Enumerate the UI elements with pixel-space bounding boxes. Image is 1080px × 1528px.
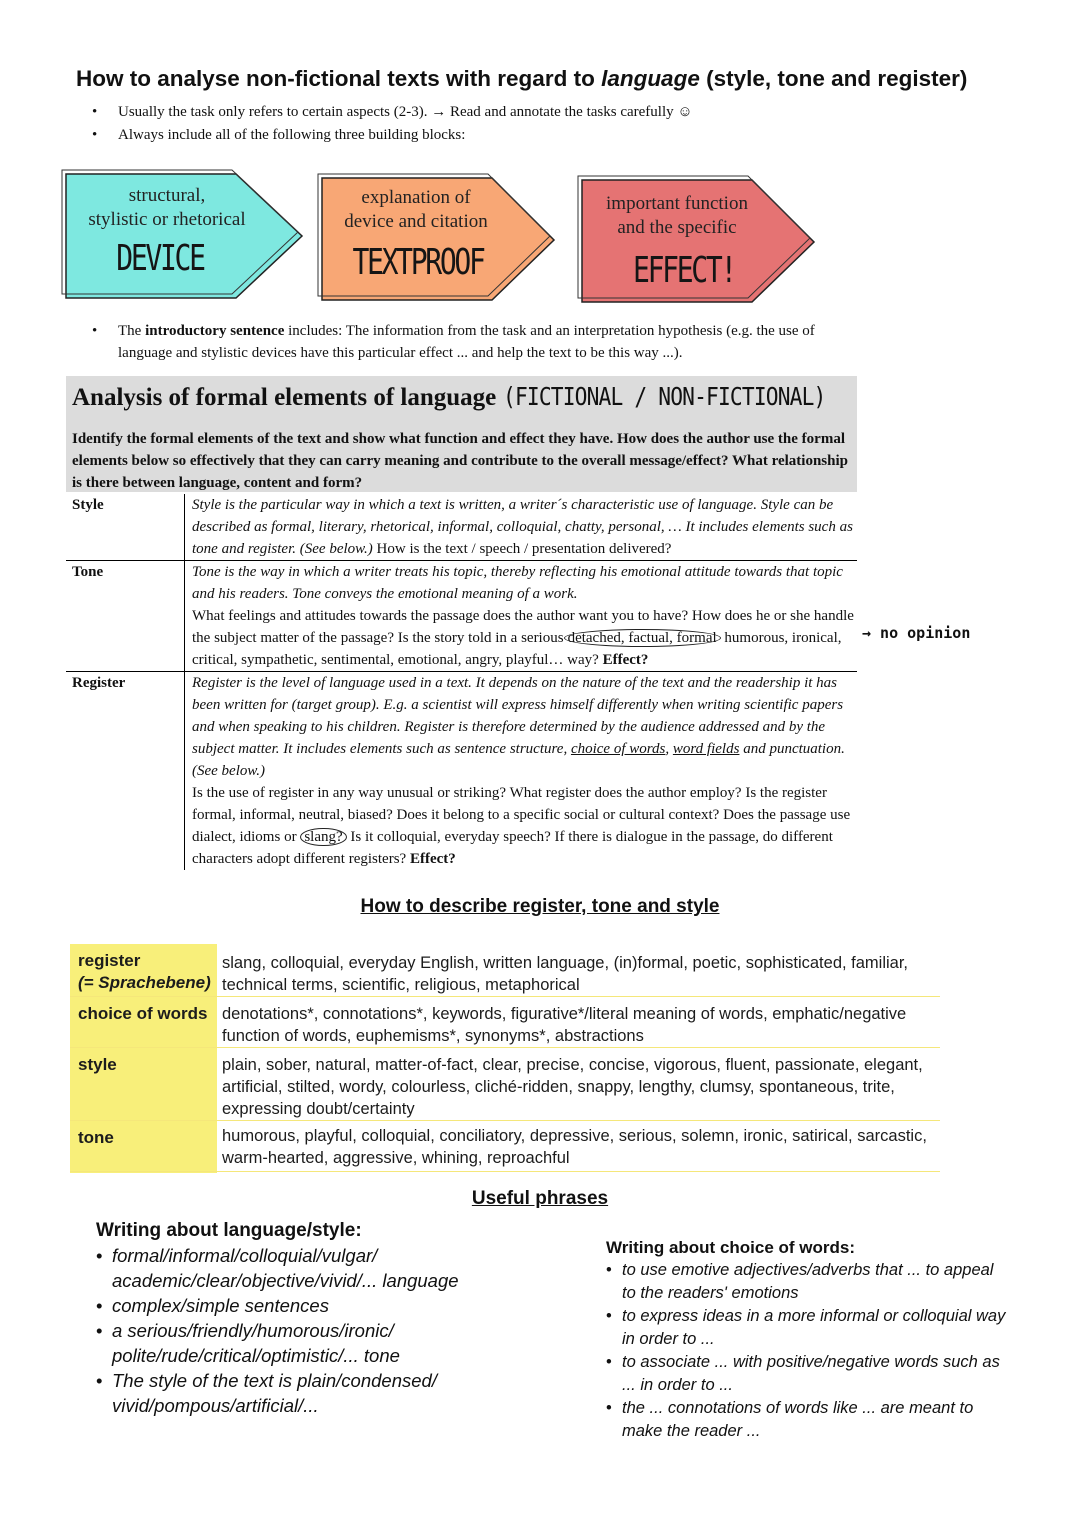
term-style: Style (72, 497, 104, 513)
list-item: • to express ideas in a more informal or colloquial way in order to ... (606, 1305, 1006, 1351)
list-item: • formal/informal/colloquial/vulgar/ academic/clear/objective/vivid/... language (96, 1243, 526, 1293)
list-item: • a serious/friendly/humorous/ironic/ polite/rude/critical/optimistic/... tone (96, 1318, 526, 1368)
describe-row-register: register (= Sprachebene) slang, colloquial, everyday English, written language, (in)formal, poetic, sophisticated, familiar, technical terms, scientific, religious, metaphorical (70, 944, 940, 997)
effect-word: EFFECT! (633, 250, 735, 291)
list-item: • The style of the text is plain/condensed/ vivid/pompous/artificial/... (96, 1368, 526, 1418)
bullet-item: • Always include all of the following three building blocks: (92, 127, 466, 143)
list-item: • complex/simple sentences (96, 1293, 526, 1318)
device-word: DEVICE (116, 238, 204, 279)
bullet-item: • Usually the task only refers to certain aspects (2-3). → Read and annotate the tasks carefully ☺ (92, 104, 693, 120)
device-block-label: structural, stylistic or rhetorical (88, 185, 246, 230)
table-row (66, 494, 857, 561)
handwritten-annotation: → no opinion (862, 624, 971, 642)
term-tone: Tone (66, 561, 185, 672)
analysis-question: Identify the formal elements of the text and show what function and effect they have. How does the author use the formal elements below so effectively that they can carry meaning and contribute to the overall message/effect? What relationship is there between language, content and form? (72, 431, 848, 491)
terms-table (66, 494, 857, 870)
table-row (66, 561, 857, 672)
describe-row-tone: tone humorous, playful, colloquial, conciliatory, depressive, serious, solemn, ironic, satirical, sarcastic, warm-hearted, aggressive, whining, reproachful (70, 1121, 940, 1172)
intro-bullet: • The introductory sentence includes: The information from the task and an interpretation hypothesis (e.g. the use of language and stylistic devices have this particular effect ... and help the text to be this way ...). (92, 323, 815, 361)
circled-slang: slang? (300, 828, 346, 846)
list-item: • the ... connotations of words like ... are meant to make the reader ... (606, 1397, 1006, 1443)
table-row (66, 672, 857, 871)
textproof-word: TEXTPROOF (352, 242, 484, 283)
term-register-desc: Register is the level of language used in a text. It depends on the nature of the text and the readership it has been written for (target group). E.g. a scientist will express himself differently when writing scientific papers and when speaking to his children. Register is therefore determined by the audience addressed and by the subject matter. It includes elements such as sentence structure, choice of words, word fields and punctuation. (See below.) Is the use of register in any way unusual or striking? What register does the author employ? Is the register formal, informal, neutral, biased? Does it belong to a specific social or cultural context? Does the passage use dialect, idioms or slang? Is it colloquial, everyday speech? If there is dialogue in the passage, do different characters adopt different registers? Effect? (185, 672, 858, 871)
list-item: • to associate ... with positive/negative words such as ... in order to ... (606, 1351, 1006, 1397)
useful-phrases-heading: Useful phrases (471, 1188, 609, 1209)
list-item: • to use emotive adjectives/adverbs that ... to appeal to the readers' emotions (606, 1259, 1006, 1305)
phrases-choice-of-words: Writing about choice of words: • to use emotive adjectives/adverbs that ... to appeal to the readers' emotions • to express ideas in a more informal or colloquial way in order to ... • to associate ... with positive/negative words such as ... in order to ... • the ... connotations of words like ... are meant to make the reader ... (606, 1236, 1006, 1443)
page-title: How to analyse non-fictional texts with regard to language (style, tone and register) (76, 66, 968, 91)
phrases-left-list (96, 1243, 526, 1418)
phrases-language-style: Writing about language/style: • formal/informal/colloquial/vulgar/ academic/clear/objective/vivid/... language • complex/simple sentences • a serious/friendly/humorous/ironic/ polite/rude/critical/optimistic/... tone • The style of the text is plain/condensed/ vivid/pompous/artificial/... (96, 1218, 526, 1418)
term-tone-desc: Tone is the way in which a writer treats his topic, thereby reflecting his emotional attitude towards that topic and his readers. Tone conveys the emotional meaning of a work. What feelings and attitudes towards the passage does the author want you to have? How does he or she handle the subject matter of the passage? Is the story told in a serious detached, factual, formal humorous, ironical, critical, sympathetic, sentimental, emotional, angry, playful… way? Effect? (185, 561, 858, 672)
textproof-block-label: explanation of device and citation (344, 187, 488, 232)
analysis-title: Analysis of formal elements of language (FICTIONAL / NON-FICTIONAL) (72, 382, 826, 411)
phrases-right-list (606, 1259, 1006, 1443)
describe-heading: How to describe register, tone and style (360, 896, 720, 917)
effect-block-label: important function and the specific (606, 193, 748, 238)
circled-detached: detached, factual, formal (564, 629, 721, 647)
term-style-desc: Style is the particular way in which a text is written, a writer´s characteristic use of language. Style can be described as formal, literary, rhetorical, informal, colloquial, chatty, personal, … It includes elements such as tone and register. (See below.) How is the text / speech / presentation delivered? (185, 494, 858, 561)
describe-row-style: style plain, sober, natural, matter-of-fact, clear, precise, concise, vigorous, fluent, passionate, elegant, artificial, stilted, wordy, colourless, cliché-ridden, snappy, lengthy, clumsy, spontaneous, trite, expressing doubt/certainty (70, 1048, 940, 1121)
term-register: Register (66, 672, 185, 871)
describe-row-choice-of-words: choice of words denotations*, connotations*, keywords, figurative*/literal meaning of words, emphatic/negative function of words, euphemisms*, synonyms*, abstractions (70, 997, 940, 1048)
